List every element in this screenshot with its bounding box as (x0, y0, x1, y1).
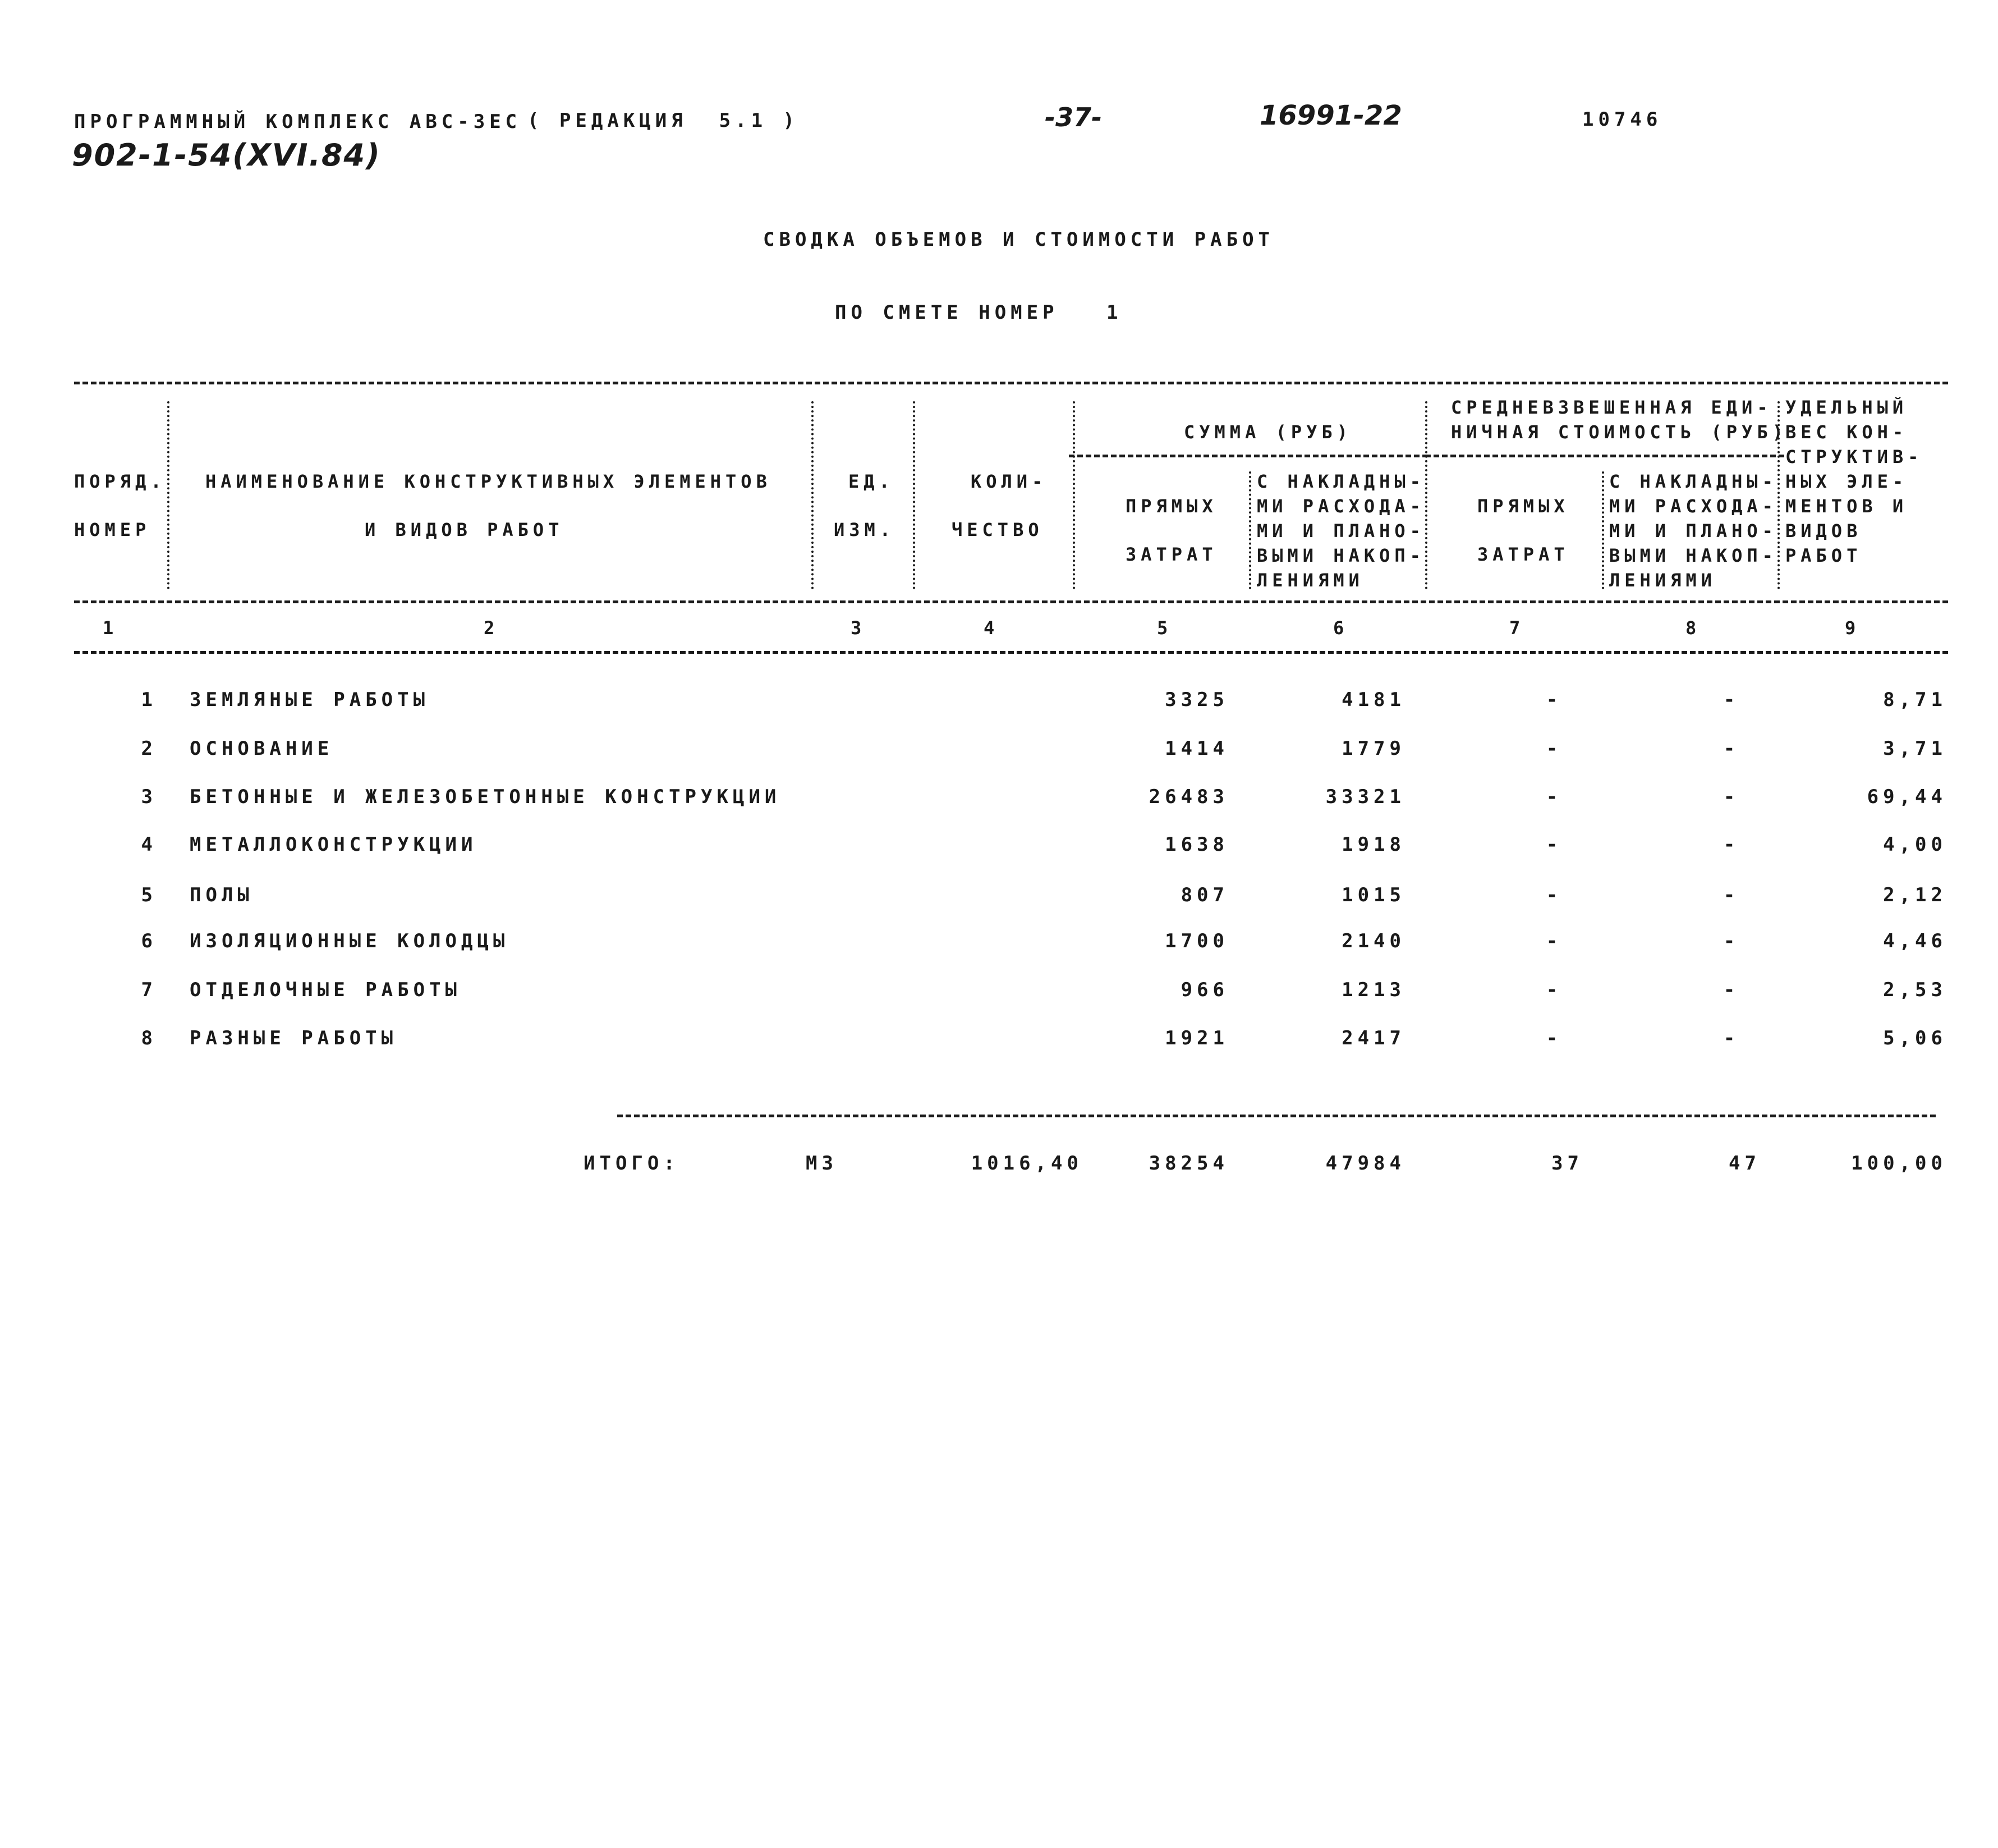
header-bottom-rule (74, 600, 1948, 603)
avg-overhead-label: ВЫМИ НАКОП- (1609, 545, 1777, 566)
sum-overhead-label: МИ И ПЛАНО- (1257, 520, 1425, 542)
col-unit-label: ИЗМ. (834, 519, 895, 540)
sum-direct-label: ПРЯМЫХ (1126, 496, 1218, 517)
row-name: ОТДЕЛОЧНЫЕ РАБОТЫ (190, 979, 461, 1001)
share-label: НЫХ ЭЛЕ- (1785, 471, 1908, 492)
row-share: 5,06 (1883, 1027, 1947, 1049)
row-overhead: 1015 (1342, 884, 1406, 906)
row-number: 1 (141, 689, 157, 711)
avg-group-rule (1425, 455, 1784, 457)
avg-overhead-label: МИ РАСХОДА- (1609, 496, 1777, 517)
row-direct: 1638 (1165, 833, 1229, 856)
row-avg-overhead: - (1723, 1027, 1740, 1049)
avg-overhead-label: С НАКЛАДНЫ- (1609, 471, 1777, 492)
col-separator (1249, 471, 1251, 589)
col-number-label: НОМЕР (74, 519, 151, 540)
row-share: 4,00 (1883, 833, 1947, 856)
page-title: СВОДКА ОБЪЕМОВ И СТОИМОСТИ РАБОТ (763, 228, 1275, 251)
row-direct: 966 (1181, 979, 1229, 1001)
row-avg-overhead: - (1723, 833, 1740, 856)
col-name-label: И ВИДОВ РАБОТ (365, 519, 564, 540)
col-index: 3 (851, 617, 866, 639)
row-avg-overhead: - (1723, 884, 1740, 906)
share-label: СТРУКТИВ- (1785, 446, 1923, 467)
row-share: 2,12 (1883, 884, 1947, 906)
row-avg-direct: - (1546, 833, 1563, 856)
total-direct: 38254 (1149, 1152, 1229, 1175)
page-number: -37- (1045, 102, 1103, 132)
row-direct: 3325 (1165, 689, 1229, 711)
row-overhead: 1918 (1342, 833, 1406, 856)
row-number: 5 (141, 884, 157, 906)
row-avg-direct: - (1546, 1027, 1563, 1049)
total-avg-direct: 37 (1551, 1152, 1583, 1175)
row-avg-direct: - (1546, 884, 1563, 906)
col-separator (913, 401, 915, 589)
row-direct: 1921 (1165, 1027, 1229, 1049)
avg-group-label: СРЕДНЕВЗВЕШЕННАЯ ЕДИ- (1451, 397, 1772, 418)
table-top-rule (74, 382, 1948, 384)
row-name: ПОЛЫ (190, 884, 254, 906)
row-number: 4 (141, 833, 157, 856)
col-index: 2 (484, 617, 499, 639)
col-index: 5 (1157, 617, 1173, 639)
col-index: 1 (103, 617, 118, 639)
avg-group-label: НИЧНАЯ СТОИМОСТЬ (РУБ) (1451, 421, 1788, 443)
avg-direct-label: ПРЯМЫХ (1477, 496, 1569, 517)
row-number: 2 (141, 737, 157, 760)
row-overhead: 1213 (1342, 979, 1406, 1001)
row-name: РАЗНЫЕ РАБОТЫ (190, 1027, 398, 1049)
row-direct: 807 (1181, 884, 1229, 906)
row-name: МЕТАЛЛОКОНСТРУКЦИИ (190, 833, 477, 856)
row-direct: 26483 (1149, 786, 1229, 808)
col-index: 8 (1685, 617, 1701, 639)
share-label: УДЕЛЬНЫЙ (1785, 397, 1908, 418)
row-number: 3 (141, 786, 157, 808)
row-name: ЗЕМЛЯНЫЕ РАБОТЫ (190, 689, 430, 711)
col-index: 7 (1509, 617, 1525, 639)
row-avg-overhead: - (1723, 930, 1740, 952)
document-code: 10746 (1582, 108, 1662, 131)
row-number: 8 (141, 1027, 157, 1049)
sum-group-label: СУММА (РУБ) (1184, 421, 1352, 443)
row-avg-direct: - (1546, 930, 1563, 952)
sum-group-rule (1069, 455, 1428, 457)
share-label: ВЕС КОН- (1785, 421, 1908, 443)
row-direct: 1700 (1165, 930, 1229, 952)
row-overhead: 4181 (1342, 689, 1406, 711)
col-index: 6 (1333, 617, 1349, 639)
total-label: ИТОГО: (584, 1152, 679, 1175)
avg-direct-label: ЗАТРАТ (1477, 544, 1569, 565)
share-label: РАБОТ (1785, 545, 1862, 566)
row-share: 4,46 (1883, 930, 1947, 952)
total-rule (617, 1115, 1936, 1117)
col-separator (1073, 401, 1075, 589)
document-number: 16991-22 (1260, 100, 1402, 131)
avg-overhead-label: МИ И ПЛАНО- (1609, 520, 1777, 542)
col-quantity-label: КОЛИ- (971, 471, 1048, 492)
row-avg-direct: - (1546, 737, 1563, 760)
col-name-label: НАИМЕНОВАНИЕ КОНСТРУКТИВНЫХ ЭЛЕМЕНТОВ (205, 471, 771, 492)
total-quantity: 1016,40 (971, 1152, 1083, 1175)
sum-direct-label: ЗАТРАТ (1126, 544, 1218, 565)
row-avg-direct: - (1546, 786, 1563, 808)
share-label: ВИДОВ (1785, 520, 1862, 542)
total-avg-overhead: 47 (1729, 1152, 1761, 1175)
total-share: 100,00 (1851, 1152, 1947, 1175)
col-separator (811, 401, 814, 589)
col-quantity-label: ЧЕСТВО (952, 519, 1044, 540)
col-separator (1602, 471, 1604, 589)
row-avg-overhead: - (1723, 786, 1740, 808)
program-edition: ( РЕДАКЦИЯ 5.1 ) (527, 109, 799, 132)
row-share: 8,71 (1883, 689, 1947, 711)
total-unit: М3 (806, 1152, 838, 1175)
col-index: 9 (1845, 617, 1861, 639)
total-overhead: 47984 (1325, 1152, 1406, 1175)
row-overhead: 33321 (1325, 786, 1406, 808)
sum-overhead-label: ЛЕНИЯМИ (1257, 570, 1364, 591)
row-number: 7 (141, 979, 157, 1001)
row-avg-overhead: - (1723, 979, 1740, 1001)
page-subtitle: ПО СМЕТЕ НОМЕР 1 (835, 301, 1123, 324)
row-avg-direct: - (1546, 979, 1563, 1001)
row-overhead: 1779 (1342, 737, 1406, 760)
row-avg-overhead: - (1723, 689, 1740, 711)
share-label: МЕНТОВ И (1785, 496, 1908, 517)
handwritten-reference: 902-1-54(XVI.84) (72, 137, 381, 173)
row-overhead: 2140 (1342, 930, 1406, 952)
row-share: 3,71 (1883, 737, 1947, 760)
col-unit-label: ЕД. (848, 471, 894, 492)
row-avg-overhead: - (1723, 737, 1740, 760)
row-share: 69,44 (1867, 786, 1947, 808)
sum-overhead-label: С НАКЛАДНЫ- (1257, 471, 1425, 492)
row-name: ОСНОВАНИЕ (190, 737, 334, 760)
col-index: 4 (984, 617, 999, 639)
number-row-rule (74, 651, 1948, 654)
row-name: БЕТОННЫЕ И ЖЕЛЕЗОБЕТОННЫЕ КОНСТРУКЦИИ (190, 786, 781, 808)
col-separator (1425, 401, 1427, 589)
row-overhead: 2417 (1342, 1027, 1406, 1049)
row-number: 6 (141, 930, 157, 952)
row-direct: 1414 (1165, 737, 1229, 760)
col-separator (167, 401, 169, 589)
sum-overhead-label: МИ РАСХОДА- (1257, 496, 1425, 517)
sum-overhead-label: ВЫМИ НАКОП- (1257, 545, 1425, 566)
row-avg-direct: - (1546, 689, 1563, 711)
program-name: ПРОГРАММНЫЙ КОМПЛЕКС АВС-ЗЕС (74, 111, 522, 133)
avg-overhead-label: ЛЕНИЯМИ (1609, 570, 1716, 591)
row-share: 2,53 (1883, 979, 1947, 1001)
row-name: ИЗОЛЯЦИОННЫЕ КОЛОДЦЫ (190, 930, 509, 952)
col-number-label: ПОРЯД. (74, 471, 166, 492)
